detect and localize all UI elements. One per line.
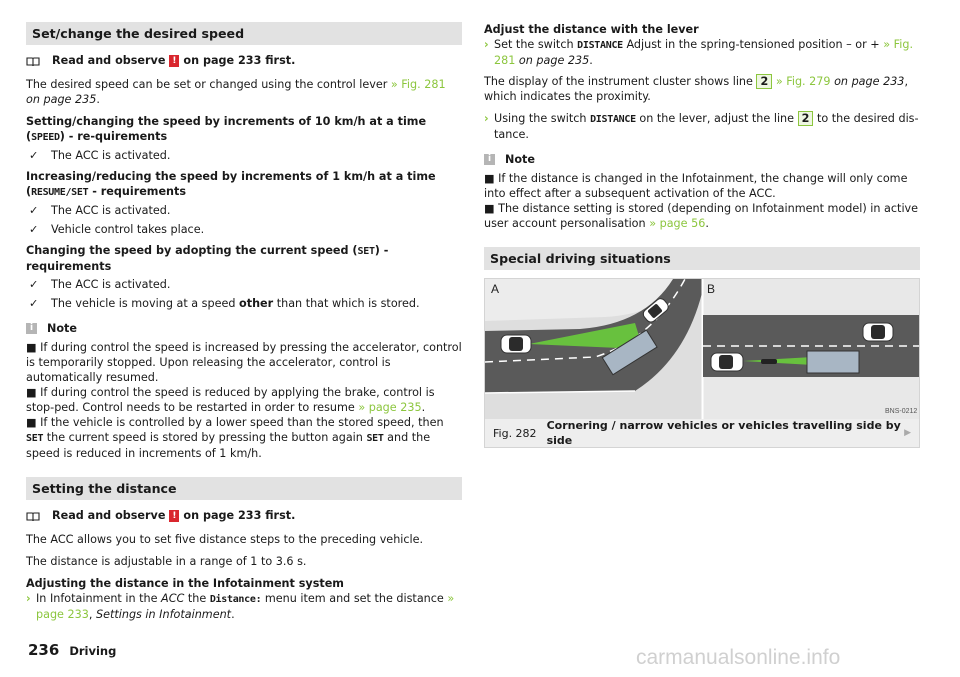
check-icon: ✓ bbox=[29, 297, 39, 310]
figure-number: Fig. 282 bbox=[493, 426, 537, 440]
figure-282 bbox=[484, 278, 920, 448]
section-title-special-situations: Special driving situations bbox=[484, 247, 920, 270]
note-heading: i Note bbox=[26, 321, 462, 336]
check-item: ✓ The ACC is activated. bbox=[26, 148, 462, 163]
arrow-icon: › bbox=[26, 592, 31, 605]
fig-link[interactable]: » Fig. 281 bbox=[390, 78, 446, 91]
warning-icon: ! bbox=[169, 510, 179, 522]
book-icon bbox=[26, 56, 40, 66]
check-item: ✓ Vehicle control takes place. bbox=[26, 222, 462, 237]
section-title-set-speed: Set/change the desired speed bbox=[26, 22, 462, 45]
paragraph: The distance is adjustable in a range of 1 to 3.6 s. bbox=[26, 555, 307, 568]
watermark: carmanualsonline.info bbox=[636, 646, 841, 669]
subheading: Setting/changing the speed by increments of 10 km/h at a time (SPEED) - re-quirements bbox=[26, 115, 427, 143]
arrow-icon: › bbox=[484, 38, 489, 51]
info-icon: i bbox=[26, 323, 37, 334]
paragraph: The display of the instrument cluster shows line 2 » Fig. 279 on page 233, which indicates the proximity. bbox=[484, 75, 908, 103]
warning-icon: ! bbox=[169, 55, 179, 67]
panel-label-a: A bbox=[491, 282, 500, 296]
car-icon bbox=[501, 335, 531, 353]
subheading: Increasing/reducing the speed by increments of 1 km/h at a time (RESUME/SET - requirements bbox=[26, 170, 436, 198]
figure-caption-text: Cornering / narrow vehicles or vehicles travelling side by side bbox=[546, 419, 901, 447]
step-item: › Using the switch DISTANCE on the lever, adjust the line 2 to the desired dis-tance. bbox=[484, 112, 919, 141]
line-number-box: 2 bbox=[756, 74, 772, 89]
left-column bbox=[26, 22, 462, 628]
chapter-name: Driving bbox=[69, 644, 117, 658]
continue-triangle-icon: ▶ bbox=[904, 427, 911, 438]
page-number: 236 bbox=[28, 641, 60, 659]
step-item: › In Infotainment in the ACC the Distance: menu item and set the distance » page 233, Settings in Infotainment. bbox=[26, 592, 455, 621]
check-icon: ✓ bbox=[29, 204, 39, 217]
section-title-setting-distance: Setting the distance bbox=[26, 477, 462, 500]
subheading: Adjust the distance with the lever bbox=[484, 23, 699, 36]
arrow-icon: › bbox=[484, 112, 489, 125]
step-item: › Set the switch DISTANCE Adjust in the spring-tensioned position – or + » Fig. 281 on page 235. bbox=[484, 38, 914, 67]
check-item: ✓ The ACC is activated. bbox=[26, 277, 462, 292]
check-item: ✓ The vehicle is moving at a speed other than that which is stored. bbox=[26, 296, 462, 311]
check-item: ✓ The ACC is activated. bbox=[26, 203, 462, 218]
note-heading: i Note bbox=[484, 152, 920, 167]
right-column bbox=[484, 22, 920, 448]
book-icon bbox=[26, 511, 40, 521]
note-item: ■ If the distance is changed in the Infotainment, the change will only come into effect after a subsequent activation of the ACC. bbox=[484, 172, 908, 200]
note-item: ■ If the vehicle is controlled by a lower speed than the stored speed, then SET the current speed is stored by pressing the button again SET and the speed is reduced in increments of 1 km/h. bbox=[26, 416, 444, 460]
car-icon bbox=[711, 353, 743, 371]
check-icon: ✓ bbox=[29, 278, 39, 291]
info-icon: i bbox=[484, 154, 495, 165]
truck-icon bbox=[807, 351, 859, 373]
figure-caption bbox=[485, 419, 919, 447]
paragraph: The desired speed can be set or changed using the control lever » Fig. 281 on page 235. bbox=[26, 78, 446, 106]
subheading: Changing the speed by adopting the current speed (SET) - requirements bbox=[26, 244, 389, 273]
subheading: Adjusting the distance in the Infotainment system bbox=[26, 577, 344, 590]
car-icon bbox=[863, 323, 893, 341]
page-footer bbox=[28, 643, 116, 659]
panel-label-b: B bbox=[707, 282, 716, 296]
motorcycle-icon bbox=[761, 359, 777, 364]
read-observe-line: Read and observe ! on page 233 first. bbox=[26, 508, 462, 523]
check-icon: ✓ bbox=[29, 223, 39, 236]
read-observe-line: Read and observe ! on page 233 first. bbox=[26, 53, 462, 68]
figure-code: BNS-0212 bbox=[885, 408, 918, 415]
figure-illustration bbox=[485, 279, 919, 419]
note-item: ■ The distance setting is stored (depending on Infotainment model) in active user account personalisation » page 56. bbox=[484, 202, 919, 230]
paragraph: The ACC allows you to set five distance steps to the preceding vehicle. bbox=[26, 533, 424, 546]
note-item: ■ If during control the speed is increased by pressing the accelerator, control is temporarily stopped. Upon releasing the accelerator, control is automatically resumed. bbox=[26, 341, 462, 384]
note-item: ■ If during control the speed is reduced by applying the brake, control is stop-ped. Control needs to be restarted in order to resume » page 235. bbox=[26, 386, 435, 414]
check-icon: ✓ bbox=[29, 149, 39, 162]
line-number-box: 2 bbox=[798, 111, 814, 126]
